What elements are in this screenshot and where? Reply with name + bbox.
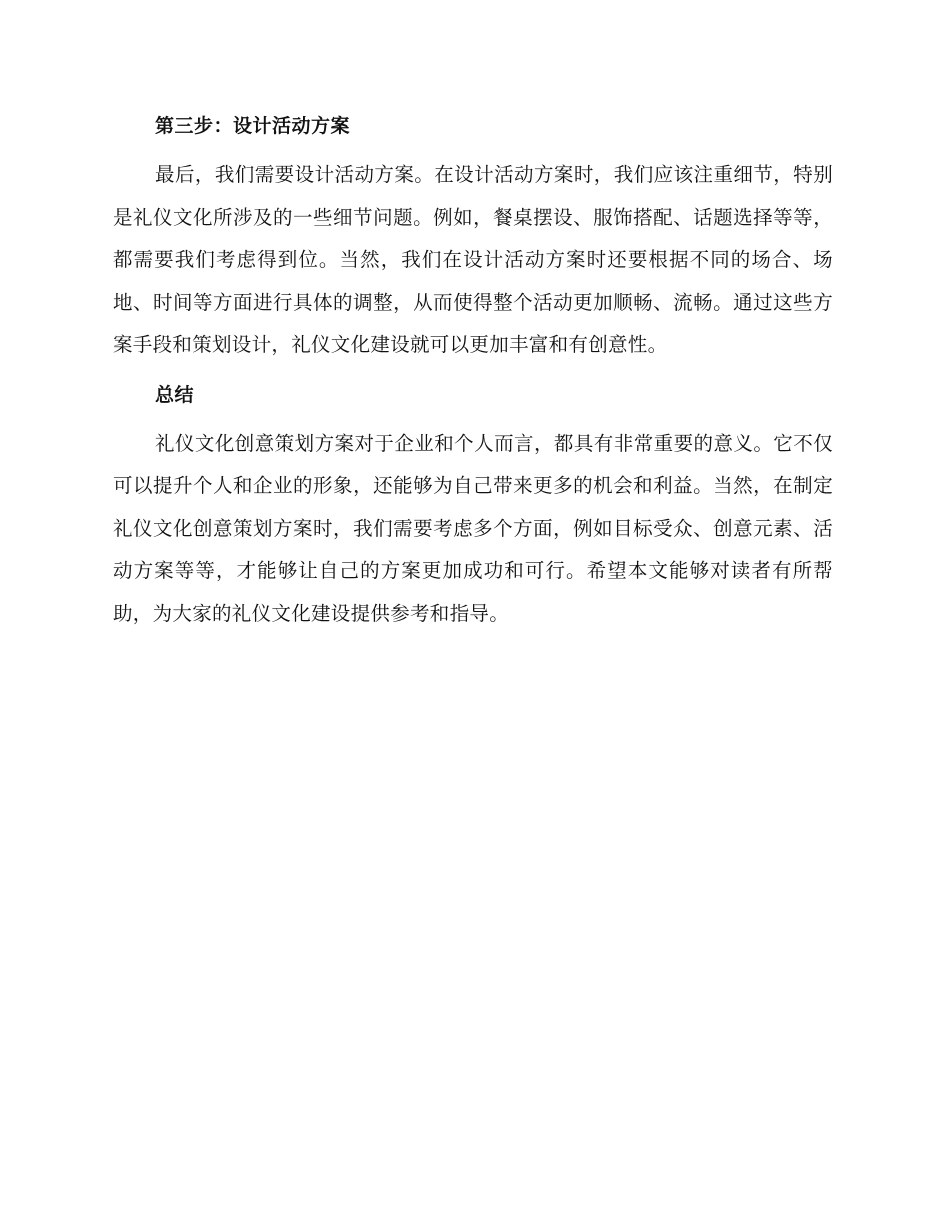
section-paragraph-step-three: 最后，我们需要设计活动方案。在设计活动方案时，我们应该注重细节，特别是礼仪文化所涉及的一些细节问题。例如，餐桌摆设、服饰搭配、话题选择等等，都需要我们考虑得到位。当然，我们在设计活动方案时还要根据不同的场合、场地、时间等方面进行具体的调整，从而使得整个活动更加顺畅、流畅。通过这些方案手段和策划设计，礼仪文化建设就可以更加丰富和有创意性。: [113, 163, 833, 356]
section-heading-step-three: 第三步：设计活动方案: [155, 115, 351, 137]
section-paragraph-summary: 礼仪文化创意策划方案对于企业和个人而言，都具有非常重要的意义。它不仅可以提升个人和企业的形象，还能够为自己带来更多的机会和利益。当然，在制定礼仪文化创意策划方案时，我们需要考虑多个方面，例如目标受众、创意元素、活动方案等等，才能够让自己的方案更加成功和可行。希望本文能够对读者有所帮助，为大家的礼仪文化建设提供参考和指导。: [113, 431, 833, 625]
document-body: [113, 110, 833, 647]
section-heading-summary: 总结: [155, 383, 195, 406]
